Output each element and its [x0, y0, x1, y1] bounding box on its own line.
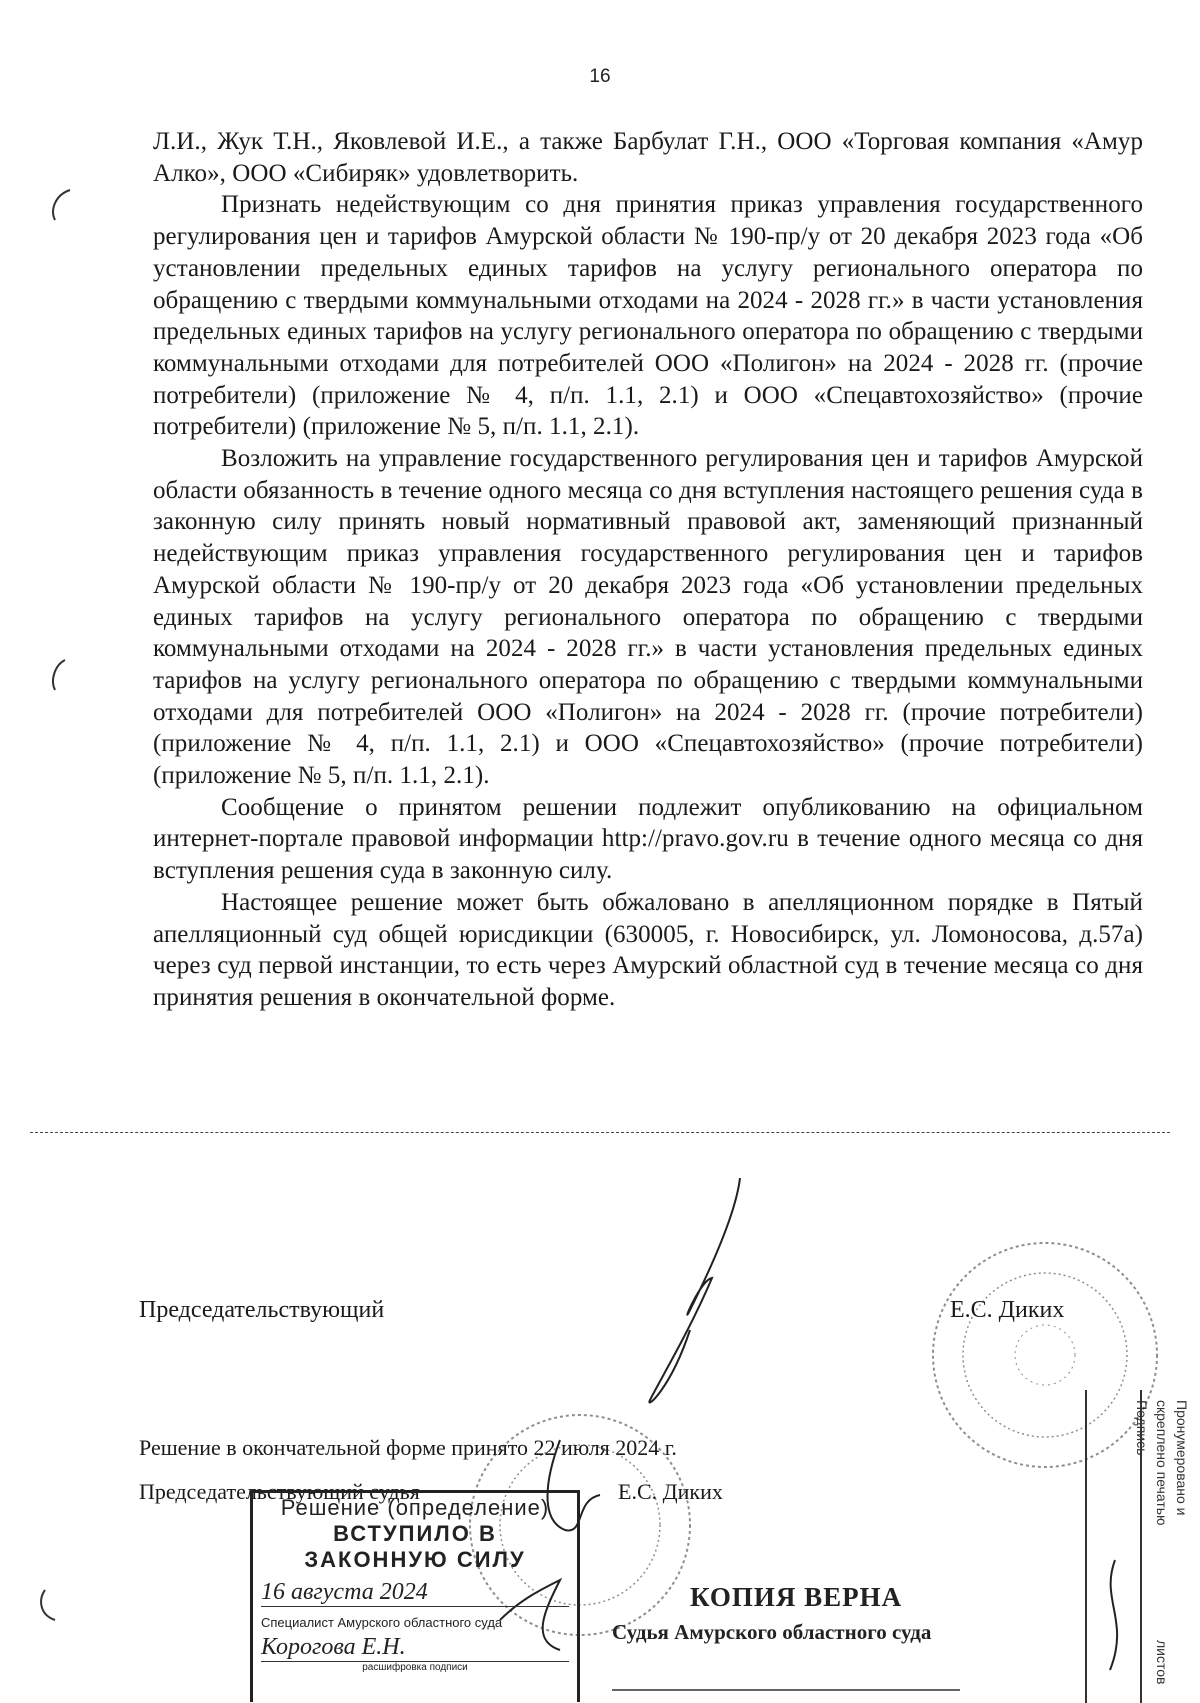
margin-mark	[41, 1590, 55, 1620]
margin-rule	[1085, 1390, 1087, 1703]
stamp-signer: Корогова Е.Н.	[261, 1634, 569, 1662]
presiding-label: Председательствующий	[139, 1297, 385, 1323]
paragraph: Настоящее решение может быть обжаловано в апелляционном порядке в Пятый апелляционный суд общей юрисдикции (630005, г. Новосибирск, ул. Ломоносова, д.57а) через суд первой инстанции, то есть через Амурский областной суд в течение месяца со дня принятия решения в окончательной форме.	[153, 888, 1143, 1011]
side-note-sheets: листов	[1154, 1640, 1170, 1685]
copy-judge-stamp: Судья Амурского областного суда	[612, 1620, 932, 1644]
paragraph: Признать недействующим со дня принятия приказ управления государственного регулирования цен и тарифов Амурской области № 190-пр/у от 20 декабря 2023 года «Об установлении предельных единых тарифов на услугу регионального оператора по обращению с твердыми коммунальными отходами на 2024 - 2028 гг.» в части установления предельных единых тарифов на услугу регионального оператора по обращению с твердыми коммунальными отходами для потребителей ООО «Полигон» на 2024 - 2028 гг. (прочие потребители) (приложение № 4, п/п. 1.1, 2.1) и ООО «Спецавтохозяйство» (прочие потребители) (приложение № 5, п/п. 1.1, 2.1).	[153, 191, 1143, 441]
presiding-judge-name: Е.С. Диких	[618, 1479, 723, 1504]
margin-mark	[53, 190, 70, 220]
final-form-note: Решение в окончательной форме принято 22 июля 2024 г.	[139, 1435, 677, 1460]
side-signature	[1110, 1560, 1117, 1670]
presiding-judge-label: Председательствующий судья	[139, 1479, 420, 1504]
side-note-numbered: Пронумеровано и	[1174, 1400, 1190, 1516]
paragraph: Л.И., Жук Т.Н., Яковлевой И.Е., а также Барбулат Г.Н., ООО «Торговая компания «Амур Алко», ООО «Сибиряк» удовлетворить.	[153, 128, 1143, 187]
paragraph: Возложить на управление государственного регулирования цен и тарифов Амурской области обязанность в течение одного месяца со дня вступления настоящего решения суда в законную силу принять новый нормативный правовой акт, заменяющий признанный недействующим приказ управления государственного регулирования цен и тарифов Амурской области № 190-пр/у от 20 декабря 2023 года «Об установлении предельных единых тарифов на услугу регионального оператора по обращению с твердыми коммунальными отходами на 2024 - 2028 гг.» в части установления предельных единых тарифов на услугу регионального оператора по обращению с твердыми коммунальными отходами для потребителей ООО «Полигон» на 2024 - 2028 гг. (прочие потребители) (приложение № 4, п/п. 1.1, 2.1) и ООО «Спецавтохозяйство» (прочие потребители) (приложение № 5, п/п. 1.1, 2.1).	[153, 445, 1143, 790]
stamp-line: Решение (определение)	[280, 1495, 550, 1520]
paragraph: Сообщение о принятом решении подлежит опубликованию на официальном интернет-портале правовой информации http://pravo.gov.ru в течение одного месяца со дня вступления решения суда в законную силу.	[153, 793, 1143, 885]
stamp-caption: расшифровка подписи	[362, 1662, 468, 1673]
stamp-line: ВСТУПИЛО В ЗАКОННУЮ СИЛУ	[304, 1521, 526, 1572]
margin-mark	[53, 660, 65, 690]
copy-true-stamp: КОПИЯ ВЕРНА	[690, 1582, 903, 1612]
judge-signature	[649, 1178, 740, 1402]
presiding-name: Е.С. Диких	[950, 1297, 1065, 1323]
stamp-date: 16 августа 2024	[261, 1579, 569, 1607]
stamp-specialist: Специалист Амурского областного суда	[261, 1615, 503, 1630]
side-note-signature: Подпись	[1134, 1400, 1150, 1456]
side-note-sealed: скреплено печатью	[1154, 1400, 1170, 1526]
page-number: 16	[589, 66, 611, 87]
effective-date-stamp	[250, 1490, 580, 1702]
court-seal-right	[933, 1243, 1157, 1467]
